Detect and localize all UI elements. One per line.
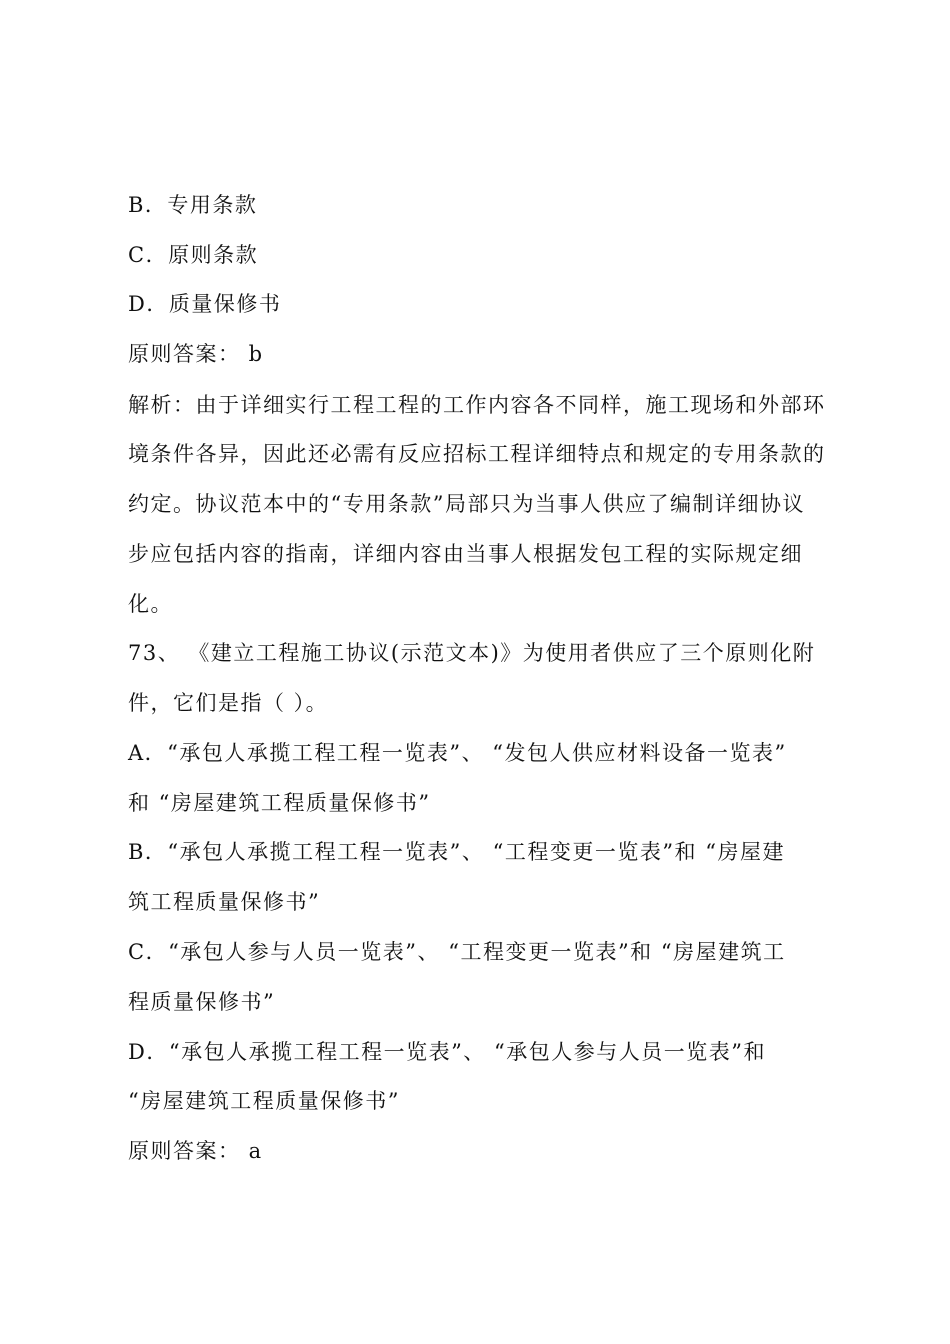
option-c-line-2: 程质量保修书” (128, 990, 276, 1014)
option-d-line-2: “房屋建筑工程质量保修书” (128, 1089, 400, 1113)
option-c-line-1: C．“承包人参与人员一览表”、 “工程变更一览表”和 “房屋建筑工 (128, 940, 786, 964)
option-b-line-2: 筑工程质量保修书” (128, 890, 321, 914)
option-a-line-2: 和 “房屋建筑工程质量保修书” (128, 791, 431, 815)
option-c: C．原则条款 (128, 243, 259, 267)
answer-line: 原则答案： b (128, 342, 264, 366)
option-b-line-1: B．“承包人承揽工程工程一览表”、 “工程变更一览表”和 “房屋建 (128, 840, 785, 864)
question-73-line-1: 73、 《建立工程施工协议(示范文本)》为使用者供应了三个原则化附 (128, 641, 816, 665)
option-b: B．专用条款 (128, 193, 258, 217)
option-d: D．质量保修书 (128, 292, 282, 316)
analysis-line-5: 化。 (128, 592, 173, 616)
option-d-line-1: D．“承包人承揽工程工程一览表”、 “承包人参与人员一览表”和 (128, 1040, 766, 1064)
question-73-line-2: 件，它们是指（ ）。 (128, 691, 329, 715)
analysis-line-4: 步应包括内容的指南，详细内容由当事人根据发包工程的实际规定细 (128, 542, 803, 566)
answer-line-73: 原则答案： a (128, 1139, 263, 1163)
analysis-line-3: 约定。协议范本中的“专用条款”局部只为当事人供应了编制详细协议 (128, 492, 805, 516)
analysis-line-1: 解析：由于详细实行工程工程的工作内容各不同样，施工现场和外部环 (128, 393, 826, 417)
option-a-line-1: A．“承包人承揽工程工程一览表”、 “发包人供应材料设备一览表” (128, 741, 787, 765)
analysis-line-2: 境条件各异，因此还必需有反应招标工程详细特点和规定的专用条款的 (128, 442, 826, 466)
